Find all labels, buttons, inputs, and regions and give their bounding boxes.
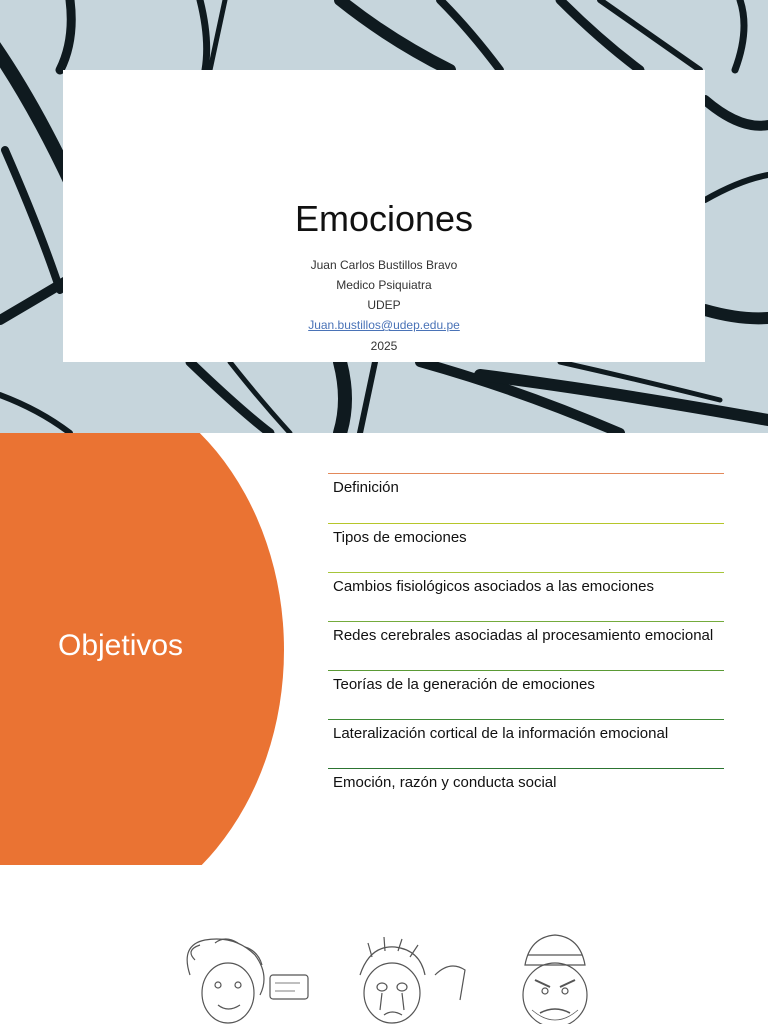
list-item: Definición	[328, 473, 724, 523]
face-sketch	[523, 935, 587, 1024]
objectives-heading: Objetivos	[58, 629, 184, 662]
list-item: Cambios fisiológicos asociados a las emociones	[328, 572, 724, 621]
list-item: Tipos de emociones	[328, 523, 724, 572]
author-name: Juan Carlos Bustillos Bravo	[310, 258, 458, 272]
year: 2025	[370, 339, 398, 353]
list-item: Redes cerebrales asociadas al procesamiento emocional	[328, 621, 724, 670]
list-item: Emoción, razón y conducta social	[328, 768, 724, 817]
title-slide	[0, 0, 768, 433]
objectives-slide	[0, 433, 768, 865]
title-card	[63, 70, 705, 362]
list-item: Lateralización cortical de la información emocional	[328, 719, 724, 768]
list-item: Teorías de la generación de emociones	[328, 670, 724, 719]
author-role: Medico Psiquiatra	[336, 278, 432, 292]
sketch-faces-illustration	[0, 865, 768, 1024]
email-link[interactable]: Juan.bustillos@udep.edu.pe	[308, 318, 460, 332]
face-sketch	[187, 939, 308, 1023]
institution: UDEP	[367, 298, 401, 312]
face-sketch	[360, 937, 465, 1023]
objectives-list	[328, 473, 724, 817]
illustration-slide	[0, 865, 768, 1024]
slide-title: Emociones	[294, 198, 474, 239]
